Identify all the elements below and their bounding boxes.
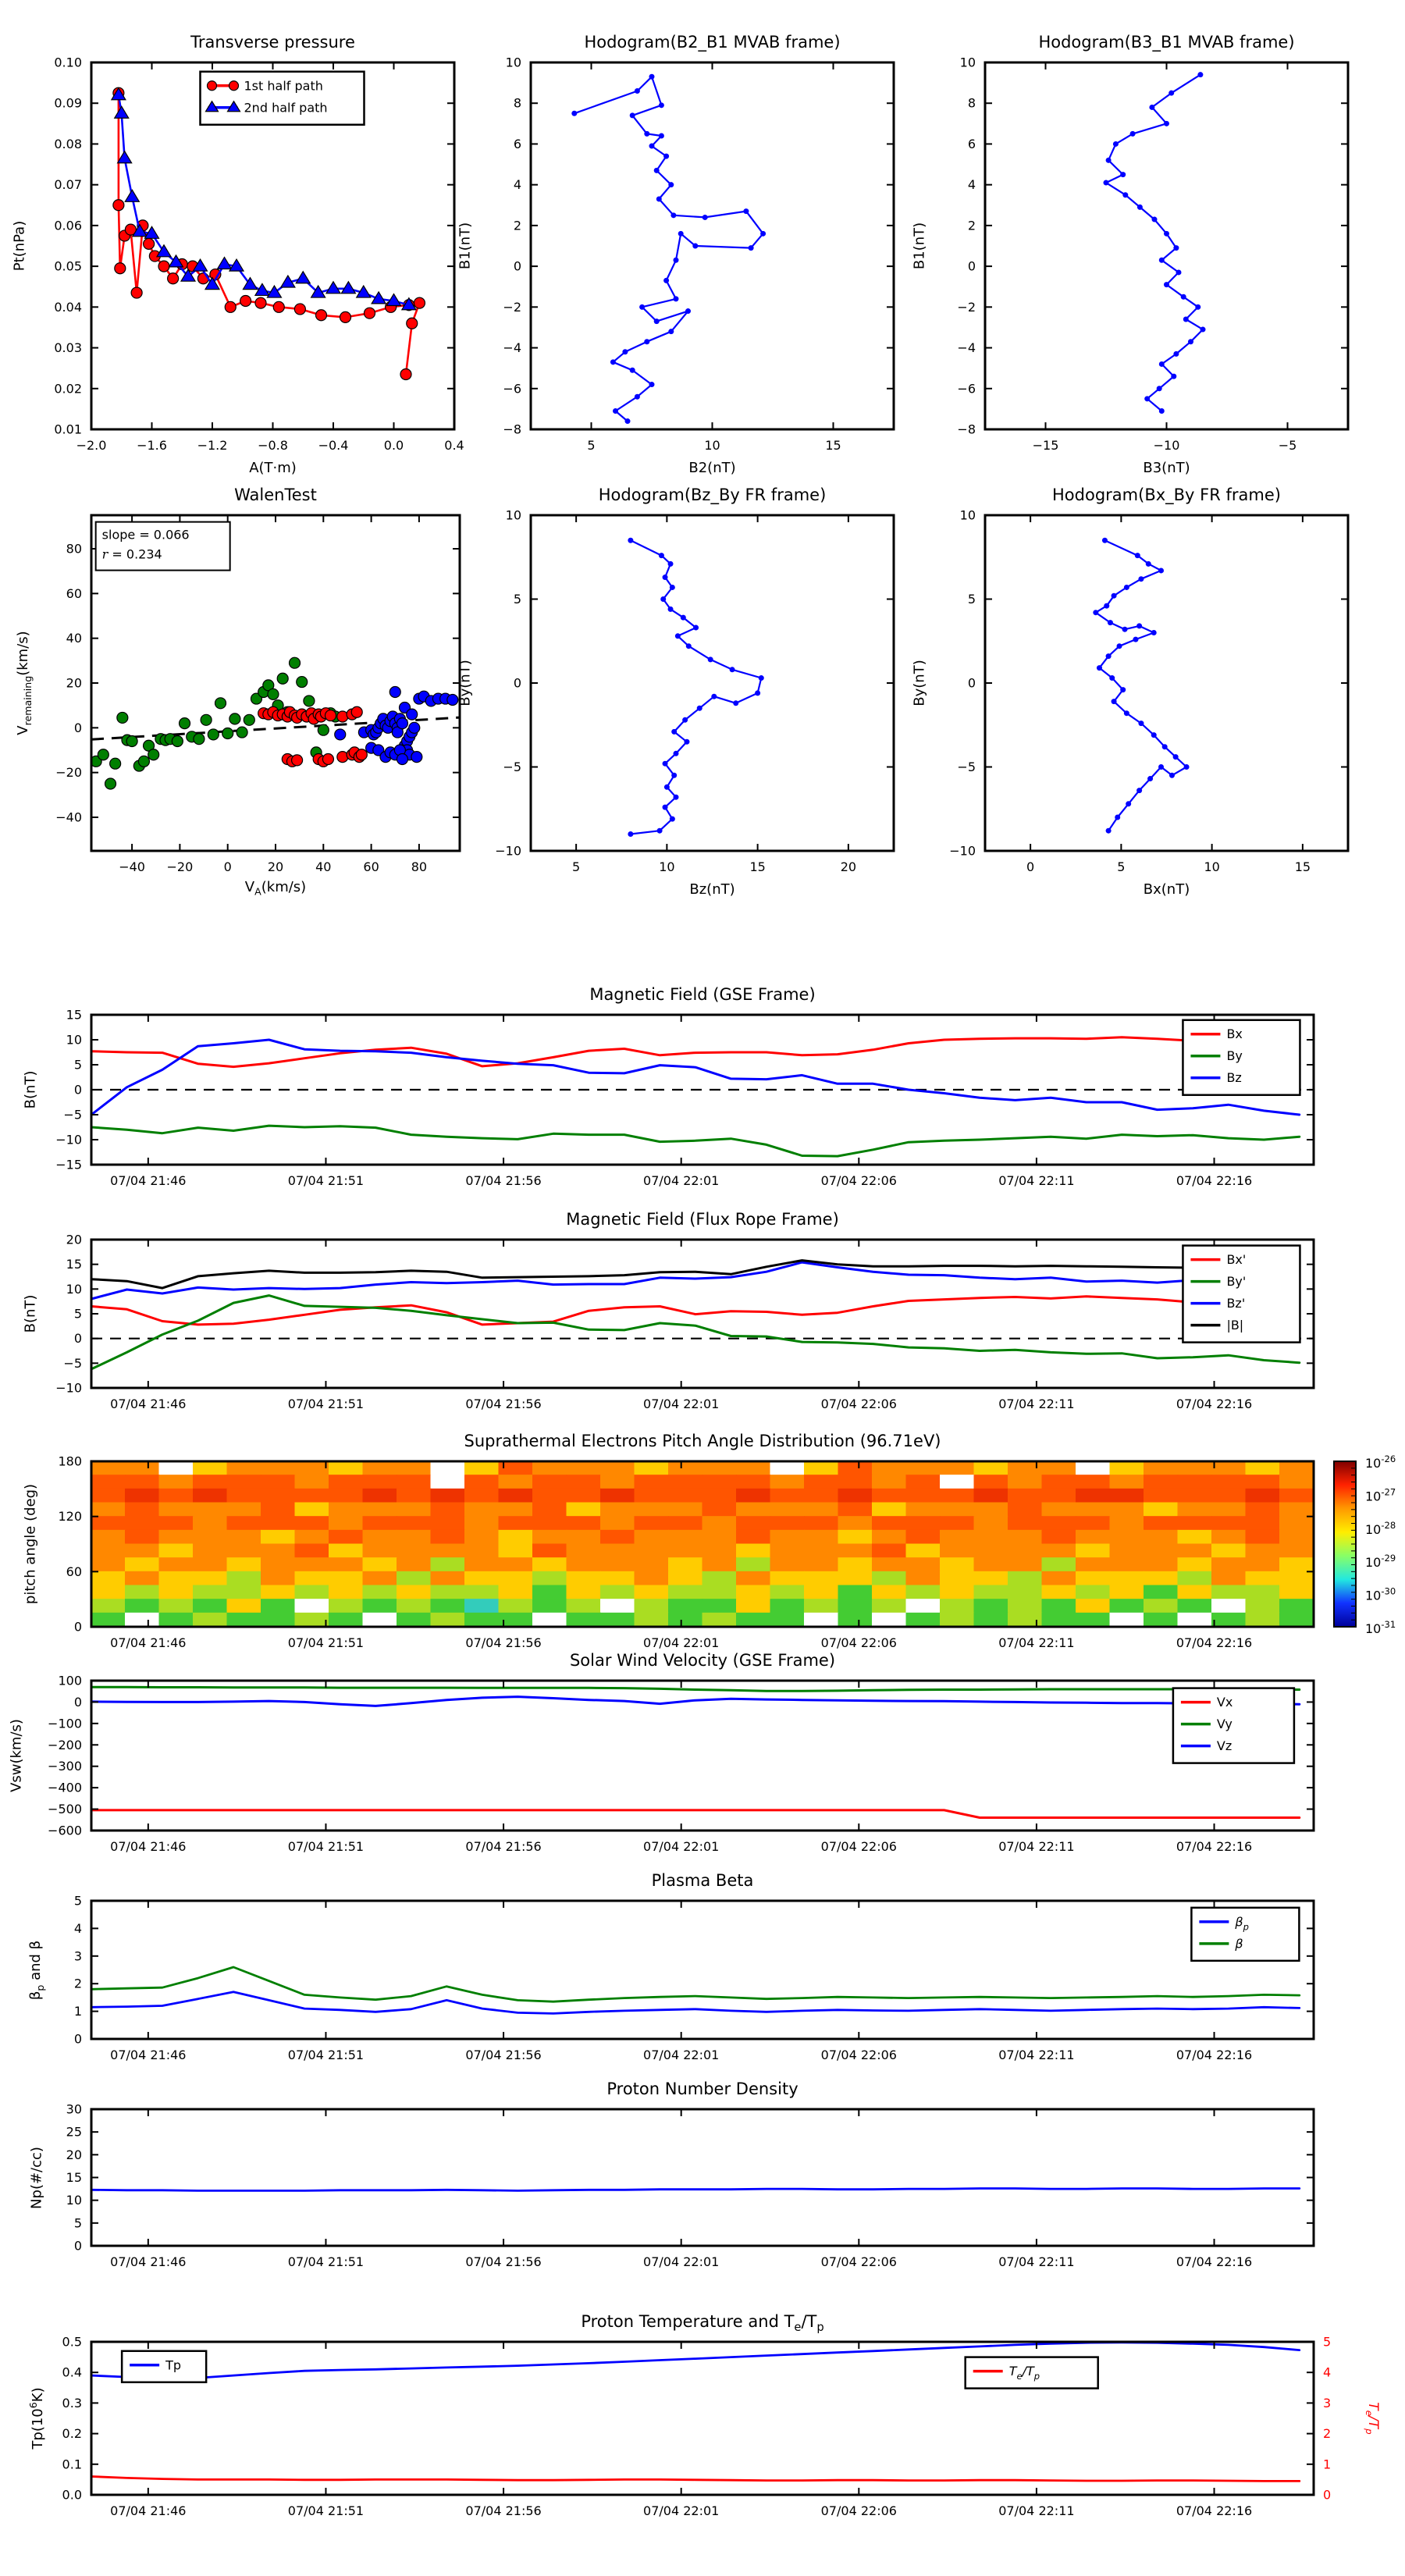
svg-text:4: 4	[967, 177, 976, 193]
svg-text:07/04 21:46: 07/04 21:46	[110, 1173, 187, 1188]
svg-text:0: 0	[1026, 859, 1035, 874]
svg-text:4: 4	[73, 1920, 82, 1936]
hodogram-bxby-plot	[949, 507, 1348, 874]
svg-text:−15: −15	[55, 1157, 82, 1172]
svg-text:07/04 22:06: 07/04 22:06	[820, 1635, 897, 1650]
svg-text:Bx: Bx	[1226, 1026, 1243, 1042]
svg-text:80: 80	[411, 859, 428, 874]
y-axis-label: B(nT)	[22, 1294, 39, 1333]
svg-text:−2: −2	[503, 299, 521, 315]
svg-text:Bx': Bx'	[1226, 1252, 1247, 1268]
svg-text:07/04 22:16: 07/04 22:16	[1176, 1173, 1253, 1188]
svg-text:10: 10	[505, 55, 521, 70]
svg-text:10: 10	[66, 2193, 82, 2208]
svg-text:20: 20	[840, 859, 857, 874]
svg-text:5: 5	[73, 2215, 82, 2231]
svg-text:07/04 22:16: 07/04 22:16	[1176, 1839, 1253, 1854]
svg-text:15: 15	[749, 859, 766, 874]
svg-text:5: 5	[73, 1057, 82, 1073]
svg-text:07/04 22:11: 07/04 22:11	[998, 2048, 1075, 2062]
panel-title: Hodogram(B2_B1 MVAB frame)	[584, 33, 841, 52]
panel-pitch-angle-distribution	[22, 1432, 1396, 1650]
svg-text:10: 10	[66, 1032, 82, 1048]
svg-text:15: 15	[66, 1007, 82, 1023]
svg-text:07/04 21:46: 07/04 21:46	[110, 2503, 187, 2518]
svg-text:0.0: 0.0	[62, 2487, 82, 2503]
panel-title: Hodogram(Bx_By FR frame)	[1052, 486, 1281, 504]
panel-proton-number-density	[28, 2080, 1314, 2269]
svg-text:−1.2: −1.2	[197, 438, 228, 453]
svg-text:07/04 22:11: 07/04 22:11	[998, 1839, 1075, 1854]
transverse-pressure-plot	[54, 55, 464, 453]
svg-text:By': By'	[1226, 1274, 1247, 1290]
svg-text:By: By	[1226, 1048, 1243, 1064]
svg-text:20: 20	[66, 1232, 82, 1247]
svg-text:−400: −400	[48, 1780, 82, 1795]
svg-text:1: 1	[73, 2004, 82, 2019]
svg-text:−6: −6	[957, 381, 976, 397]
svg-text:10-26: $10^{-26}$	[1365, 1453, 1396, 1471]
svg-text:8: 8	[513, 95, 521, 111]
y-axis-label: Pt(nPa)	[11, 220, 28, 272]
svg-text:−200: −200	[48, 1737, 82, 1752]
svg-text:4: 4	[1323, 2364, 1332, 2380]
svg-text:10: 10	[959, 55, 976, 70]
svg-text:07/04 21:46: 07/04 21:46	[110, 2254, 187, 2269]
svg-text:0: 0	[73, 2031, 82, 2047]
svg-text:0: 0	[73, 720, 82, 735]
svg-text:10-30: $10^{-30}$	[1365, 1585, 1396, 1603]
svg-text:0: 0	[967, 675, 976, 691]
svg-text:07/04 22:01: 07/04 22:01	[643, 2503, 720, 2518]
svg-text:07/04 22:01: 07/04 22:01	[643, 1397, 720, 1411]
svg-text:0.4: 0.4	[62, 2364, 82, 2380]
svg-text:07/04 21:56: 07/04 21:56	[465, 2254, 542, 2269]
proton-temperature-plot	[62, 2334, 1332, 2518]
svg-text:0: 0	[967, 258, 976, 274]
panel-title: Proton Number Density	[606, 2080, 799, 2098]
svg-text:−20: −20	[166, 859, 194, 874]
panel-title: Suprathermal Electrons Pitch Angle Distribution (96.71eV)	[464, 1432, 941, 1450]
svg-text:07/04 21:56: 07/04 21:56	[465, 2048, 542, 2062]
svg-text:−5: −5	[503, 760, 521, 774]
y-axis-label: B1(nT)	[911, 222, 928, 270]
svg-text:0.3: 0.3	[62, 2395, 82, 2411]
panel-hodogram-b2b1	[457, 33, 894, 476]
svg-text:2: 2	[73, 1976, 82, 1991]
svg-text:07/04 22:16: 07/04 22:16	[1176, 2048, 1253, 2062]
svg-text:βp: $\beta_p$	[1235, 1914, 1249, 1933]
y-axis-label: B(nT)	[22, 1070, 39, 1109]
svg-text:07/04 22:06: 07/04 22:06	[820, 2254, 897, 2269]
svg-text:6: 6	[967, 136, 976, 151]
x-axis-label: B3(nT)	[1143, 460, 1190, 476]
svg-text:0.05: 0.05	[54, 258, 82, 274]
svg-text:5: 5	[967, 592, 976, 607]
svg-text:r = 0.234: r = 0.234	[101, 546, 162, 562]
svg-text:1st half path: 1st half path	[244, 78, 323, 94]
y-axis-label: B1(nT)	[457, 222, 474, 270]
svg-text:Vy: Vy	[1216, 1717, 1232, 1732]
svg-text:15: 15	[1294, 859, 1311, 874]
svg-text:3: 3	[73, 1948, 82, 1964]
panel-title: Transverse pressure	[190, 33, 355, 52]
svg-text:2nd half path: 2nd half path	[244, 100, 328, 116]
svg-text:0.4: 0.4	[444, 438, 464, 453]
svg-text:−5: −5	[1278, 438, 1297, 453]
svg-text:07/04 22:06: 07/04 22:06	[820, 2503, 897, 2518]
panel-transverse-pressure	[11, 33, 464, 476]
svg-text:0.2: 0.2	[62, 2426, 82, 2442]
svg-text:8: 8	[967, 95, 976, 111]
svg-text:6: 6	[513, 136, 521, 151]
svg-text:40: 40	[315, 859, 332, 874]
svg-text:−10: −10	[495, 843, 521, 859]
svg-text:5: 5	[73, 1306, 82, 1322]
svg-text:07/04 21:56: 07/04 21:56	[465, 1397, 542, 1411]
svg-text:07/04 21:56: 07/04 21:56	[465, 1839, 542, 1854]
y-axis-label: pitch angle (deg)	[22, 1483, 39, 1605]
svg-text:07/04 22:06: 07/04 22:06	[820, 1173, 897, 1188]
panel-title: Magnetic Field (GSE Frame)	[589, 985, 816, 1004]
y-axis-label: By(nT)	[457, 660, 474, 706]
svg-text:−40: −40	[55, 809, 82, 825]
svg-text:60: 60	[66, 1564, 82, 1579]
svg-text:Vz: Vz	[1216, 1738, 1232, 1754]
x-axis-label: A(T·m)	[249, 460, 297, 476]
svg-text:5: 5	[1323, 2334, 1332, 2350]
svg-text:20: 20	[267, 859, 284, 874]
svg-text:07/04 22:11: 07/04 22:11	[998, 1173, 1075, 1188]
svg-text:−10: −10	[1153, 438, 1180, 453]
svg-text:0: 0	[513, 258, 521, 274]
svg-text:100: 100	[58, 1673, 82, 1688]
svg-text:0.02: 0.02	[54, 381, 82, 397]
svg-text:10: 10	[505, 507, 521, 523]
svg-text:−0.8: −0.8	[258, 438, 288, 453]
panel-hodogram-bxby	[911, 486, 1348, 898]
svg-text:07/04 22:11: 07/04 22:11	[998, 1397, 1075, 1411]
svg-text:07/04 22:11: 07/04 22:11	[998, 2503, 1075, 2518]
svg-text:−10: −10	[55, 1380, 82, 1396]
svg-text:60: 60	[363, 859, 379, 874]
svg-text:10-28: $10^{-28}$	[1365, 1519, 1396, 1537]
x-axis-label: Bx(nT)	[1143, 881, 1190, 898]
svg-text:2: 2	[1323, 2426, 1332, 2442]
svg-text:07/04 22:01: 07/04 22:01	[643, 1635, 720, 1650]
svg-text:07/04 21:46: 07/04 21:46	[110, 1839, 187, 1854]
panel-title: Magnetic Field (Flux Rope Frame)	[566, 1210, 839, 1229]
svg-text:10-31: $10^{-31}$	[1365, 1619, 1396, 1636]
svg-text:10-29: $10^{-29}$	[1365, 1553, 1396, 1571]
svg-text:180: 180	[58, 1453, 82, 1469]
svg-text:80: 80	[66, 541, 82, 557]
svg-text:5: 5	[587, 438, 596, 453]
svg-text:10: 10	[704, 438, 720, 453]
y-axis-label: Np(#/cc)	[28, 2146, 45, 2209]
proton-density-plot	[66, 2101, 1314, 2269]
svg-text:|B|: |B|	[1226, 1318, 1244, 1333]
panel-title: WalenTest	[234, 486, 317, 504]
x-axis-label: $V_A(km/s)$	[244, 879, 307, 898]
svg-text:0.10: 0.10	[54, 55, 82, 70]
svg-text:−600: −600	[48, 1823, 82, 1838]
y-axis-label: $\beta_p$ and β	[27, 1940, 46, 2000]
svg-text:−20: −20	[55, 765, 82, 781]
svg-text:20: 20	[66, 2147, 82, 2162]
svg-text:−10: −10	[55, 1132, 82, 1147]
svg-text:−100: −100	[48, 1716, 82, 1731]
y-axis-label: By(nT)	[911, 660, 928, 706]
svg-text:Vx: Vx	[1216, 1695, 1233, 1710]
svg-text:60: 60	[66, 585, 82, 601]
x-axis-label: Bz(nT)	[689, 881, 735, 898]
panel-magnetic-field-gse	[22, 985, 1314, 1188]
svg-text:0.04: 0.04	[54, 299, 82, 315]
svg-text:30: 30	[66, 2101, 82, 2117]
panel-magnetic-field-flux-rope	[22, 1210, 1314, 1411]
svg-text:07/04 21:51: 07/04 21:51	[287, 1839, 365, 1854]
svg-text:−8: −8	[957, 422, 976, 437]
svg-text:−0.4: −0.4	[318, 438, 349, 453]
svg-text:−5: −5	[63, 1355, 82, 1371]
svg-text:10: 10	[1204, 859, 1220, 874]
svg-text:−5: −5	[957, 760, 976, 774]
svg-text:0.06: 0.06	[54, 218, 82, 233]
svg-text:07/04 21:46: 07/04 21:46	[110, 1635, 187, 1650]
panel-proton-temperature	[27, 2312, 1381, 2518]
svg-text:−4: −4	[503, 340, 521, 356]
panel-plasma-beta	[27, 1871, 1314, 2062]
svg-text:−8: −8	[503, 422, 521, 437]
svg-text:10-27: $10^{-27}$	[1365, 1486, 1396, 1504]
svg-text:0.08: 0.08	[54, 136, 82, 151]
svg-text:2: 2	[513, 218, 521, 233]
svg-text:0.03: 0.03	[54, 340, 82, 356]
svg-text:07/04 21:56: 07/04 21:56	[465, 1173, 542, 1188]
svg-text:07/04 22:06: 07/04 22:06	[820, 1839, 897, 1854]
magnetic-field-gse-plot	[55, 1007, 1314, 1188]
svg-text:1: 1	[1323, 2457, 1332, 2472]
walen-test-plot	[55, 515, 460, 874]
panel-title: Hodogram(Bz_By FR frame)	[598, 486, 827, 504]
svg-text:−10: −10	[949, 843, 976, 859]
y-axis-label: $Tp(10^6K)$	[27, 2387, 46, 2450]
svg-text:0: 0	[513, 675, 521, 691]
svg-text:−300: −300	[48, 1759, 82, 1774]
svg-text:07/04 22:01: 07/04 22:01	[643, 2254, 720, 2269]
svg-text:07/04 21:51: 07/04 21:51	[287, 2048, 365, 2062]
svg-text:0: 0	[73, 1331, 82, 1347]
svg-text:−2.0: −2.0	[76, 438, 107, 453]
svg-text:07/04 22:01: 07/04 22:01	[643, 1173, 720, 1188]
svg-text:5: 5	[572, 859, 581, 874]
svg-text:07/04 22:01: 07/04 22:01	[643, 2048, 720, 2062]
svg-text:10: 10	[959, 507, 976, 523]
svg-text:0: 0	[223, 859, 232, 874]
svg-text:5: 5	[73, 1893, 82, 1909]
magnetic-field-flux-rope-plot	[55, 1232, 1314, 1411]
svg-text:15: 15	[66, 2170, 82, 2185]
svg-text:07/04 21:51: 07/04 21:51	[287, 2503, 365, 2518]
svg-text:07/04 21:56: 07/04 21:56	[465, 1635, 542, 1650]
svg-text:slope = 0.066: slope = 0.066	[101, 527, 190, 543]
svg-text:Tp: Tp	[165, 2357, 182, 2373]
y-axis-label: Vsw(km/s)	[8, 1719, 25, 1792]
svg-text:07/04 22:11: 07/04 22:11	[998, 2254, 1075, 2269]
svg-text:−4: −4	[957, 340, 976, 356]
svg-text:Bz: Bz	[1226, 1070, 1242, 1086]
svg-text:0: 0	[1323, 2487, 1332, 2503]
svg-text:3: 3	[1323, 2395, 1332, 2411]
svg-text:120: 120	[58, 1509, 82, 1525]
svg-text:07/04 21:56: 07/04 21:56	[465, 2503, 542, 2518]
panel-hodogram-bzby	[457, 486, 894, 898]
svg-text:07/04 22:11: 07/04 22:11	[998, 1635, 1075, 1650]
svg-text:40: 40	[66, 631, 82, 646]
svg-text:07/04 22:16: 07/04 22:16	[1176, 2503, 1253, 2518]
svg-text:−500: −500	[48, 1802, 82, 1817]
x-axis-label: B2(nT)	[688, 460, 736, 476]
svg-text:07/04 22:16: 07/04 22:16	[1176, 1635, 1253, 1650]
svg-text:−15: −15	[1032, 438, 1059, 453]
svg-text:Bz': Bz'	[1226, 1296, 1246, 1311]
svg-text:20: 20	[66, 675, 82, 691]
svg-text:0.0: 0.0	[383, 438, 404, 453]
panel-title: Plasma Beta	[651, 1871, 754, 1890]
svg-text:5: 5	[1117, 859, 1126, 874]
svg-text:0.1: 0.1	[62, 2457, 82, 2472]
svg-text:07/04 21:51: 07/04 21:51	[287, 1173, 365, 1188]
svg-text:07/04 22:01: 07/04 22:01	[643, 1839, 720, 1854]
svg-text:0: 0	[73, 1619, 82, 1635]
pitch-angle-heatmap	[58, 1453, 1396, 1650]
svg-text:−40: −40	[119, 859, 145, 874]
solar-wind-velocity-plot	[48, 1673, 1314, 1854]
right-y-axis-label: $T_e/T_p$	[1363, 2402, 1381, 2435]
svg-text:4: 4	[513, 177, 521, 193]
svg-text:−1.6: −1.6	[137, 438, 167, 453]
svg-text:0.07: 0.07	[54, 177, 82, 193]
panel-walen-test	[15, 486, 460, 898]
svg-text:5: 5	[513, 592, 521, 607]
svg-text:07/04 22:16: 07/04 22:16	[1176, 2254, 1253, 2269]
panel-solar-wind-velocity	[8, 1651, 1314, 1854]
svg-text:0: 0	[73, 1694, 82, 1710]
svg-text:07/04 22:06: 07/04 22:06	[820, 2048, 897, 2062]
svg-text:07/04 21:51: 07/04 21:51	[287, 1397, 365, 1411]
svg-text:−5: −5	[63, 1107, 82, 1123]
panel-title: Proton Temperature and $T_e/T_p$	[581, 2312, 824, 2335]
svg-text:−2: −2	[957, 299, 976, 315]
svg-text:0.09: 0.09	[54, 95, 82, 111]
y-axis-label: $V_{remaining}(km/s)$	[15, 631, 34, 735]
svg-text:0.01: 0.01	[54, 422, 82, 437]
svg-text:07/04 22:06: 07/04 22:06	[820, 1397, 897, 1411]
svg-text:10: 10	[66, 1281, 82, 1297]
svg-text:2: 2	[967, 218, 976, 233]
svg-text:0.5: 0.5	[62, 2334, 82, 2350]
svg-text:07/04 22:16: 07/04 22:16	[1176, 1397, 1253, 1411]
hodogram-b3b1-plot	[957, 55, 1348, 453]
svg-text:15: 15	[825, 438, 841, 453]
svg-text:0: 0	[73, 1082, 82, 1098]
hodogram-bzby-plot	[495, 507, 894, 874]
svg-text:0: 0	[73, 2238, 82, 2254]
svg-text:07/04 21:46: 07/04 21:46	[110, 1397, 187, 1411]
svg-text:15: 15	[66, 1257, 82, 1272]
svg-text:07/04 21:46: 07/04 21:46	[110, 2048, 187, 2062]
svg-text:Te/Tp: $T_e/T_p$	[1008, 2364, 1040, 2382]
svg-text:25: 25	[66, 2124, 82, 2140]
svg-text:−6: −6	[503, 381, 521, 397]
svg-text:10: 10	[659, 859, 675, 874]
panel-hodogram-b3b1	[911, 33, 1348, 476]
panel-title: Hodogram(B3_B1 MVAB frame)	[1038, 33, 1295, 52]
svg-text:07/04 21:51: 07/04 21:51	[287, 2254, 365, 2269]
plasma-beta-plot	[73, 1893, 1314, 2062]
panel-title: Solar Wind Velocity (GSE Frame)	[569, 1651, 836, 1670]
hodogram-b2b1-plot	[503, 55, 894, 453]
svg-text:β: β	[1235, 1936, 1243, 1952]
svg-text:07/04 21:51: 07/04 21:51	[287, 1635, 365, 1650]
